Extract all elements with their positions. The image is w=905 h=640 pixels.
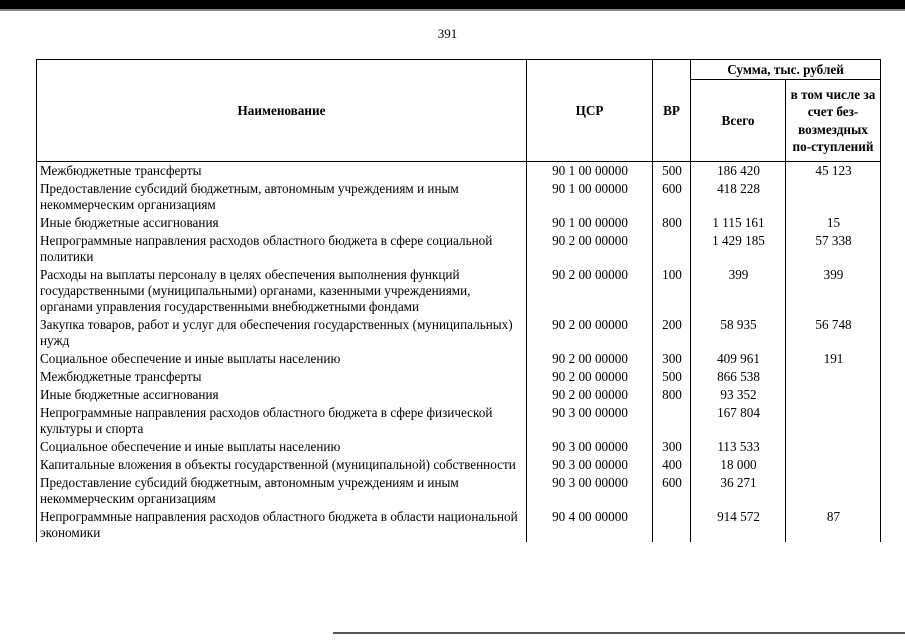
row-total: 1 429 185 bbox=[691, 232, 786, 266]
row-vr: 600 bbox=[653, 474, 691, 508]
row-csr: 90 1 00 00000 bbox=[527, 214, 653, 232]
row-grants: 191 bbox=[786, 350, 881, 368]
row-total: 58 935 bbox=[691, 316, 786, 350]
header-vr: ВР bbox=[653, 60, 691, 162]
row-total: 409 961 bbox=[691, 350, 786, 368]
scan-top-edge-shadow bbox=[0, 9, 905, 11]
header-incl-grants: в том числе за счет без-возмездных по-ступлений bbox=[786, 80, 881, 162]
row-vr: 500 bbox=[653, 162, 691, 181]
row-vr: 200 bbox=[653, 316, 691, 350]
row-grants: 399 bbox=[786, 266, 881, 316]
row-vr: 800 bbox=[653, 214, 691, 232]
table-row bbox=[37, 316, 881, 350]
table-row bbox=[37, 386, 881, 404]
row-grants: 45 123 bbox=[786, 162, 881, 181]
row-name: Предоставление субсидий бюджетным, автономным учреждениям и иным некоммерческим организациям bbox=[37, 474, 527, 508]
row-csr: 90 2 00 00000 bbox=[527, 350, 653, 368]
row-total: 18 000 bbox=[691, 456, 786, 474]
row-total: 93 352 bbox=[691, 386, 786, 404]
table-row bbox=[37, 368, 881, 386]
table-row bbox=[37, 232, 881, 266]
row-name: Социальное обеспечение и иные выплаты населению bbox=[37, 350, 527, 368]
row-vr: 100 bbox=[653, 266, 691, 316]
table-row bbox=[37, 474, 881, 508]
row-vr bbox=[653, 232, 691, 266]
row-name: Социальное обеспечение и иные выплаты населению bbox=[37, 438, 527, 456]
scan-bottom-line bbox=[333, 632, 905, 634]
row-name: Предоставление субсидий бюджетным, автономным учреждениям и иным некоммерческим организациям bbox=[37, 180, 527, 214]
header-sum-group: Сумма, тыс. рублей bbox=[691, 60, 881, 80]
row-csr: 90 2 00 00000 bbox=[527, 368, 653, 386]
header-csr: ЦСР bbox=[527, 60, 653, 162]
budget-table bbox=[36, 59, 881, 542]
row-name: Непрограммные направления расходов областного бюджета в области национальной экономики bbox=[37, 508, 527, 542]
row-name: Расходы на выплаты персоналу в целях обеспечения выполнения функций государственными (муниципальными) органами, казенными учреждениями, органами управления государственными внебюджетными фондами bbox=[37, 266, 527, 316]
table-row bbox=[37, 162, 881, 181]
row-grants bbox=[786, 404, 881, 438]
row-name: Закупка товаров, работ и услуг для обеспечения государственных (муниципальных) нужд bbox=[37, 316, 527, 350]
row-total: 418 228 bbox=[691, 180, 786, 214]
table-body bbox=[37, 162, 881, 543]
table-row bbox=[37, 508, 881, 542]
row-name: Капитальные вложения в объекты государственной (муниципальной) собственности bbox=[37, 456, 527, 474]
row-name: Непрограммные направления расходов областного бюджета в сфере социальной политики bbox=[37, 232, 527, 266]
table-row bbox=[37, 404, 881, 438]
row-name: Иные бюджетные ассигнования bbox=[37, 214, 527, 232]
row-total: 167 804 bbox=[691, 404, 786, 438]
row-grants bbox=[786, 386, 881, 404]
row-vr: 800 bbox=[653, 386, 691, 404]
row-name: Межбюджетные трансферты bbox=[37, 368, 527, 386]
row-csr: 90 2 00 00000 bbox=[527, 316, 653, 350]
table-row bbox=[37, 180, 881, 214]
row-grants bbox=[786, 438, 881, 456]
row-csr: 90 4 00 00000 bbox=[527, 508, 653, 542]
row-total: 399 bbox=[691, 266, 786, 316]
row-csr: 90 3 00 00000 bbox=[527, 456, 653, 474]
table-row bbox=[37, 438, 881, 456]
row-csr: 90 2 00 00000 bbox=[527, 386, 653, 404]
scan-top-edge bbox=[0, 0, 905, 9]
row-csr: 90 1 00 00000 bbox=[527, 162, 653, 181]
row-total: 113 533 bbox=[691, 438, 786, 456]
row-grants: 56 748 bbox=[786, 316, 881, 350]
row-csr: 90 2 00 00000 bbox=[527, 232, 653, 266]
row-grants: 15 bbox=[786, 214, 881, 232]
row-name: Иные бюджетные ассигнования bbox=[37, 386, 527, 404]
header-name: Наименование bbox=[37, 60, 527, 162]
row-name: Межбюджетные трансферты bbox=[37, 162, 527, 181]
row-total: 186 420 bbox=[691, 162, 786, 181]
row-csr: 90 3 00 00000 bbox=[527, 404, 653, 438]
row-vr: 600 bbox=[653, 180, 691, 214]
table-header bbox=[37, 60, 881, 162]
table-row bbox=[37, 350, 881, 368]
row-grants bbox=[786, 180, 881, 214]
table-row bbox=[37, 456, 881, 474]
row-vr bbox=[653, 508, 691, 542]
row-total: 36 271 bbox=[691, 474, 786, 508]
page-number: 391 bbox=[437, 26, 458, 41]
row-grants bbox=[786, 456, 881, 474]
row-total: 1 115 161 bbox=[691, 214, 786, 232]
row-vr: 300 bbox=[653, 438, 691, 456]
row-grants: 57 338 bbox=[786, 232, 881, 266]
row-grants bbox=[786, 368, 881, 386]
row-vr: 500 bbox=[653, 368, 691, 386]
row-vr: 300 bbox=[653, 350, 691, 368]
row-name: Непрограммные направления расходов областного бюджета в сфере физической культуры и спорта bbox=[37, 404, 527, 438]
table-row bbox=[37, 266, 881, 316]
row-vr bbox=[653, 404, 691, 438]
row-total: 866 538 bbox=[691, 368, 786, 386]
table-row bbox=[37, 214, 881, 232]
row-csr: 90 3 00 00000 bbox=[527, 474, 653, 508]
row-vr: 400 bbox=[653, 456, 691, 474]
row-grants: 87 bbox=[786, 508, 881, 542]
row-grants bbox=[786, 474, 881, 508]
header-total: Всего bbox=[691, 80, 786, 162]
row-csr: 90 1 00 00000 bbox=[527, 180, 653, 214]
row-csr: 90 2 00 00000 bbox=[527, 266, 653, 316]
row-total: 914 572 bbox=[691, 508, 786, 542]
row-csr: 90 3 00 00000 bbox=[527, 438, 653, 456]
